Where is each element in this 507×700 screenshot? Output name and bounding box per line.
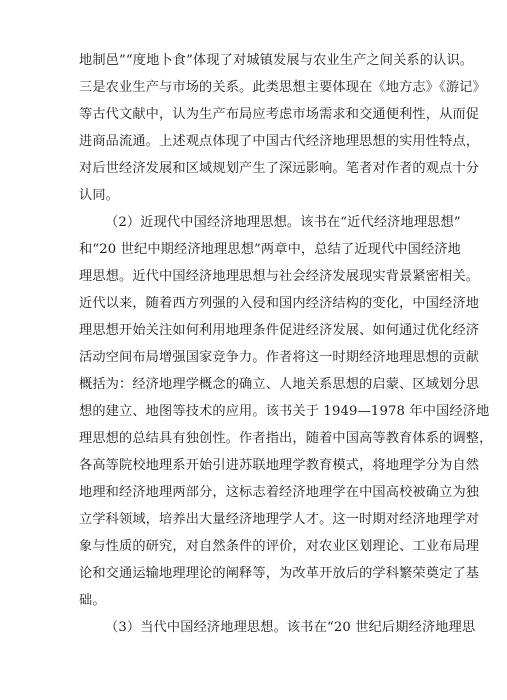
text-line: 各高等院校地理系开始引进苏联地理学教育模式，将地理学分为自然 — [79, 458, 480, 473]
text-line: 对后世经济发展和区域规划产生了深远影响。笔者对作者的观点十分 — [79, 161, 480, 176]
text-line: （3）当代中国经济地理思想。该书在“20 世纪后期经济地理思 — [105, 620, 476, 635]
text-line: 地理和经济地理两部分，这标志着经济地理学在中国高校被确立为独 — [79, 485, 480, 500]
text-line: 活动空间布局增强国家竞争力。作者将这一时期经济地理思想的贡献 — [79, 350, 480, 365]
text-line: 地制邑”“度地卜食”体现了对城镇发展与农业生产之间关系的认识。 — [79, 53, 474, 68]
text-line: 进商品流通。上述观点体现了中国古代经济地理思想的实用性特点， — [79, 134, 480, 149]
paragraph-1 — [79, 47, 486, 209]
text-line: 等古代文献中，认为生产布局应考虑市场需求和交通便利性，从而促 — [79, 107, 480, 122]
text-line: 象与性质的研究，对自然条件的评价，对农业区划理论、工业布局理 — [79, 539, 480, 554]
text-line: 础。 — [79, 593, 106, 608]
text-line: 和“20 世纪中期经济地理思想”两章中，总结了近现代中国经济地 — [79, 242, 461, 257]
text-line: 认同。 — [79, 188, 120, 203]
text-line: 三是农业生产与市场的关系。此类思想主要体现在《地方志》《游记》 — [79, 80, 486, 95]
text-line: 想的建立、地图等技术的应用。该书关于 1949—1978 年中国经济地 — [79, 404, 490, 419]
text-line: 论和交通运输地理理论的阐释等，为改革开放后的学科繁荣奠定了基 — [79, 566, 480, 581]
text-line: 概括为：经济地理学概念的确立、人地关系思想的启蒙、区域划分思 — [79, 377, 480, 392]
text-line: 理思想开始关注如何利用地理条件促进经济发展、如何通过优化经济 — [79, 323, 480, 338]
text-line: 立学科领域，培养出大量经济地理学人才。这一时期对经济地理学对 — [79, 512, 480, 527]
text-line: （2）近现代中国经济地理思想。该书在“近代经济地理思想” — [105, 215, 461, 230]
text-line: 近代以来，随着西方列强的入侵和国内经济结构的变化，中国经济地 — [79, 296, 480, 311]
text-line: 理思想的总结具有独创性。作者指出，随着中国高等教育体系的调整， — [79, 431, 493, 446]
paragraph-2 — [79, 209, 493, 614]
text-line: 理思想。近代中国经济地理思想与社会经济发展现实背景紧密相关。 — [79, 269, 480, 284]
paragraph-3 — [79, 614, 476, 641]
